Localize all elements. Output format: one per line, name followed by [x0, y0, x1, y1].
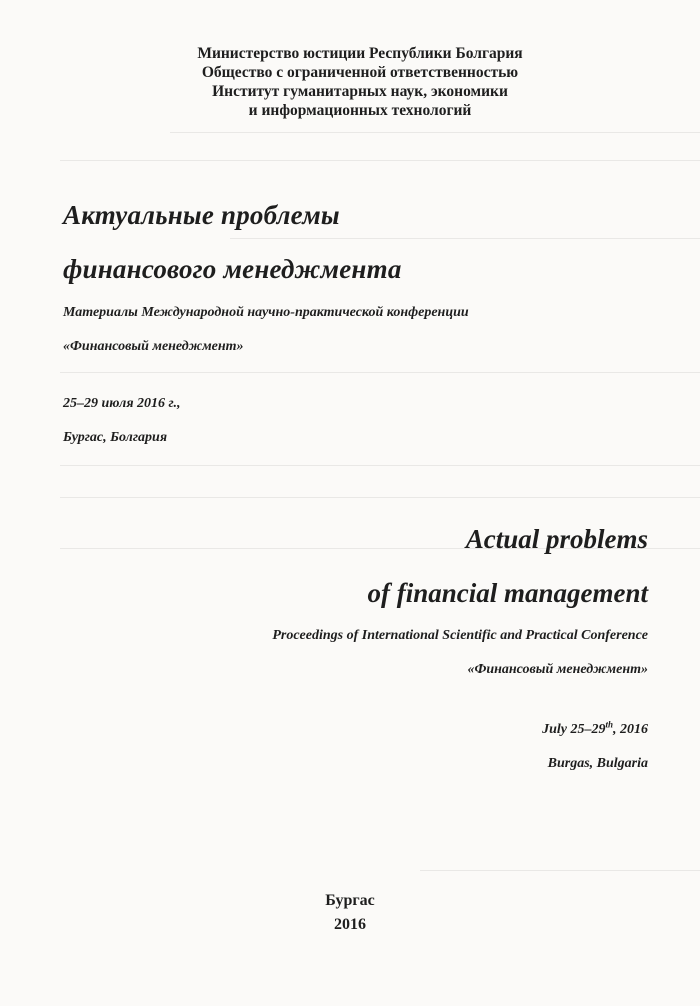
bleed-line: [230, 238, 700, 239]
bleed-line: [420, 870, 700, 871]
publisher-line: Общество с ограниченной ответственностью: [201, 64, 519, 81]
imprint-footer: [250, 889, 450, 937]
ru-title-line-1: Актуальные проблемы: [63, 200, 340, 230]
en-subtitle-line-1: Proceedings of International Scientific and Practical Conference: [272, 628, 648, 643]
bleed-line: [60, 372, 700, 373]
imprint-city: Бургас: [325, 892, 375, 909]
en-title-line-2: of financial management: [367, 578, 648, 608]
publisher-line: Институт гуманитарных наук, экономики: [212, 83, 508, 100]
en-date-ordinal: th: [605, 719, 613, 730]
ru-subtitle-line-2: «Финансовый менеджмент»: [63, 339, 244, 354]
imprint-year: 2016: [334, 916, 366, 933]
publisher-line: и информационных технологий: [248, 102, 472, 119]
en-place: Burgas, Bulgaria: [547, 756, 648, 771]
ru-subtitle-line-1: Материалы Международной научно-практической конференции: [63, 305, 469, 320]
bleed-line: [60, 497, 700, 498]
en-title-line-1: Actual problems: [465, 524, 648, 554]
en-date: [542, 719, 648, 738]
ru-date: 25–29 июля 2016 г.,: [63, 396, 181, 411]
bleed-line: [170, 132, 700, 133]
publisher-line: Министерство юстиции Республики Болгария: [197, 45, 523, 62]
publisher-header: [100, 44, 620, 120]
ru-title-line-2: финансового менеджмента: [63, 254, 402, 284]
en-date-prefix: July 25–29: [542, 722, 606, 737]
en-subtitle-line-2: «Финансовый менеджмент»: [467, 662, 648, 677]
en-date-suffix: , 2016: [613, 722, 648, 737]
bleed-line: [60, 465, 700, 466]
ru-place: Бургас, Болгария: [63, 430, 168, 445]
bleed-line: [60, 160, 700, 161]
